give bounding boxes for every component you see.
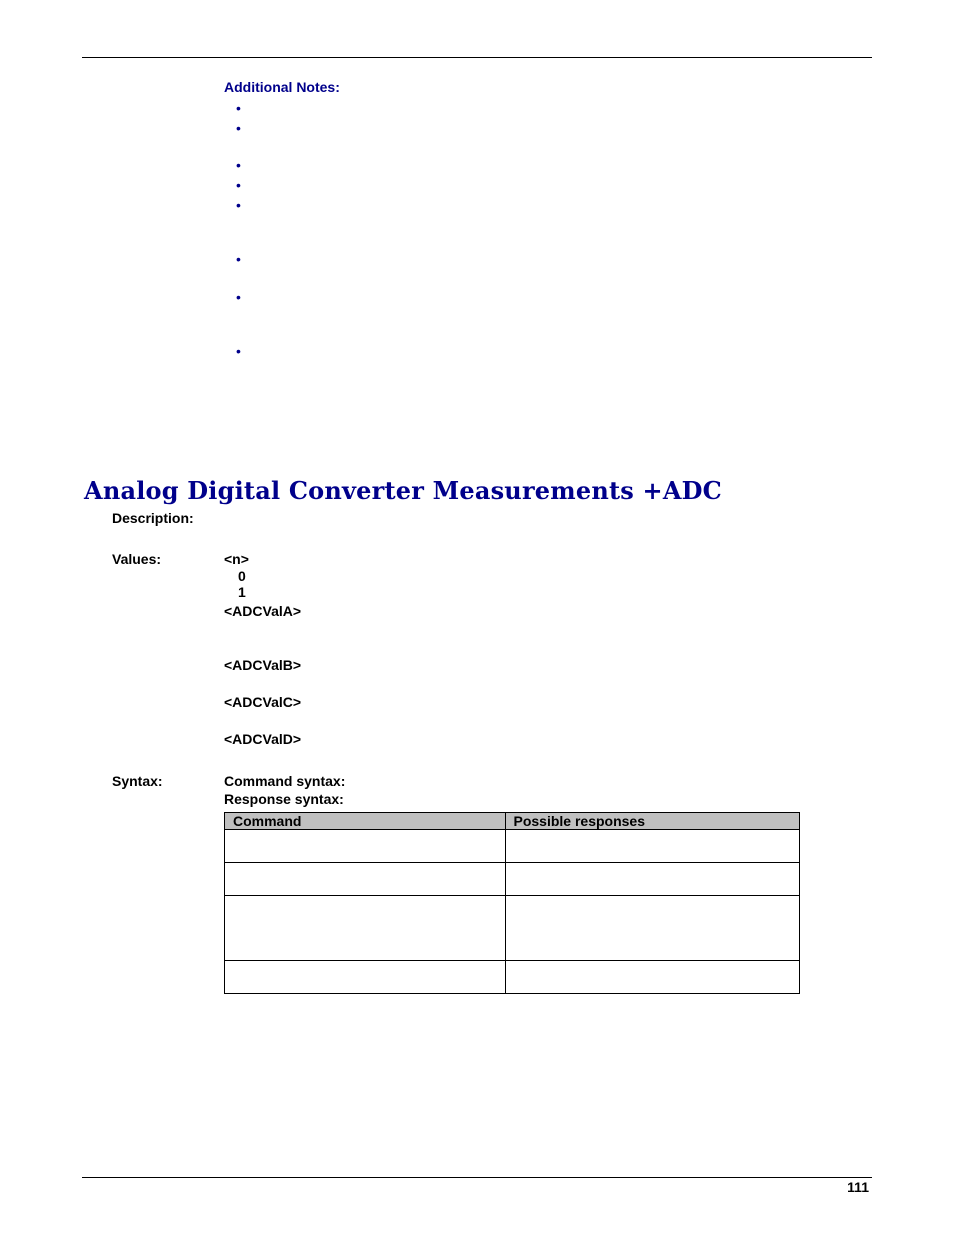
values-label: Values: — [112, 551, 162, 567]
header-rule — [82, 57, 872, 58]
additional-notes-heading: Additional Notes: — [224, 79, 340, 95]
note-bullet-5: • — [236, 197, 241, 213]
table-cell — [225, 863, 506, 896]
table-row — [225, 863, 800, 896]
footer-rule — [82, 1177, 872, 1178]
table-cell — [505, 863, 800, 896]
param-adcvalc: <ADCValC> — [224, 694, 302, 710]
note-bullet-6: • — [236, 251, 241, 267]
note-bullet-2: • — [236, 120, 241, 136]
table-cell — [225, 830, 506, 863]
table-row — [225, 896, 800, 961]
table-header-row — [225, 813, 800, 830]
command-response-table — [224, 812, 800, 994]
param-adcvalb: <ADCValB> — [224, 657, 302, 673]
table-cell — [505, 961, 800, 994]
table-cell — [225, 896, 506, 961]
param-n: <n> — [224, 551, 249, 567]
table-row — [225, 961, 800, 994]
param-adcvald: <ADCValD> — [224, 731, 302, 747]
note-bullet-7: • — [236, 289, 241, 305]
param-n-value-1: 1 — [238, 584, 246, 600]
note-bullet-1: • — [236, 100, 241, 116]
column-header-possible-responses: Possible responses — [505, 813, 800, 830]
param-n-value-0: 0 — [238, 568, 246, 584]
description-label: Description: — [112, 510, 194, 526]
table-cell — [225, 961, 506, 994]
table-cell — [505, 896, 800, 961]
command-syntax-label: Command syntax: — [224, 773, 346, 789]
note-bullet-8: • — [236, 343, 241, 359]
column-header-command: Command — [225, 813, 506, 830]
note-bullet-3: • — [236, 157, 241, 173]
table-cell — [505, 830, 800, 863]
response-syntax-label: Response syntax: — [224, 791, 344, 807]
page-number: 111 — [847, 1179, 869, 1195]
note-bullet-4: • — [236, 177, 241, 193]
syntax-label: Syntax: — [112, 773, 163, 789]
table-row — [225, 830, 800, 863]
section-title: Analog Digital Converter Measurements +ADC — [84, 476, 722, 505]
param-adcvala: <ADCValA> — [224, 603, 302, 619]
